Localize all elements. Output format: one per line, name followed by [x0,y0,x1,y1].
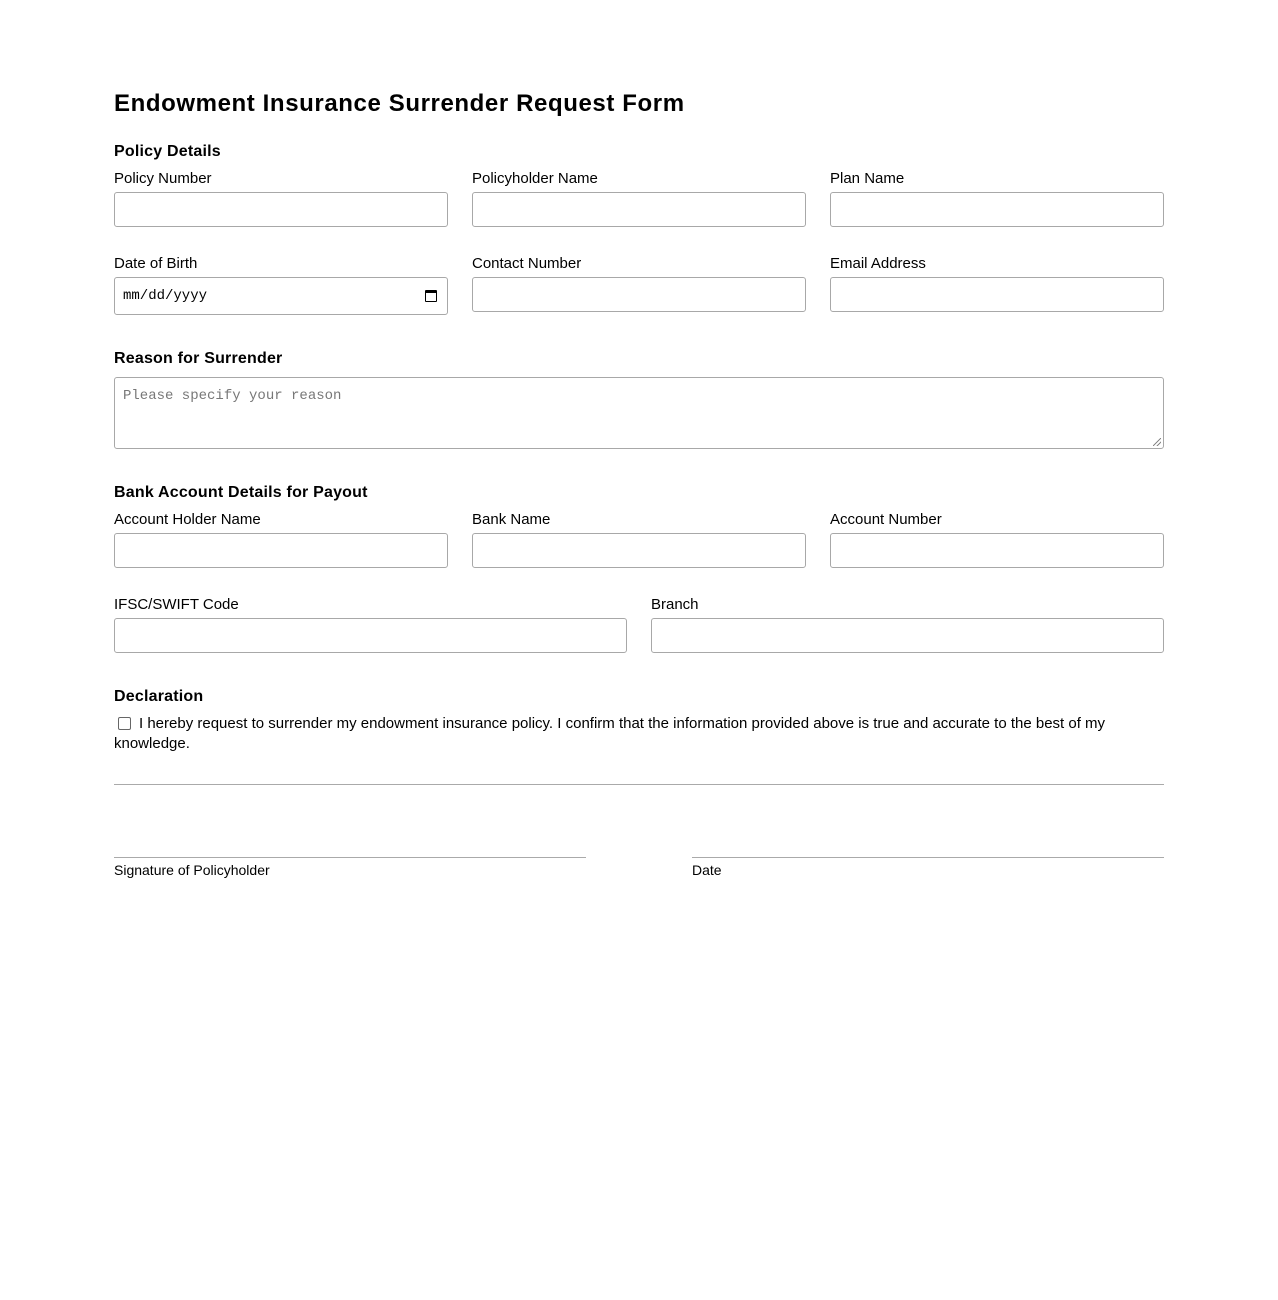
ifsc-swift-input[interactable] [114,618,627,653]
page-title: Endowment Insurance Surrender Request Form [114,90,685,117]
date-of-birth-input[interactable] [114,277,448,315]
account-number-input[interactable] [830,533,1164,568]
date-label: Date [692,862,722,878]
declaration-row [114,714,1164,754]
reason-placeholder: Please specify your reason [123,388,342,404]
section-title-declaration: Declaration [114,688,204,705]
plan-name-input[interactable] [830,192,1164,227]
label-date-of-birth: Date of Birth [114,255,198,272]
policyholder-name-input[interactable] [472,192,806,227]
date-placeholder: mm/dd/yyyy [123,288,208,304]
contact-number-input[interactable] [472,277,806,312]
label-plan-name: Plan Name [830,170,905,187]
declaration-text: I hereby request to surrender my endowment insurance policy. I confirm that the information provided above is true and accurate to the best of my knowledge. [114,715,1106,752]
resize-handle-icon[interactable] [1153,438,1161,446]
branch-input[interactable] [651,618,1164,653]
signature-line [114,857,586,858]
email-address-input[interactable] [830,277,1164,312]
section-title-bank-details: Bank Account Details for Payout [114,484,368,501]
label-bank-name: Bank Name [472,511,551,528]
label-account-number: Account Number [830,511,942,528]
declaration-checkbox[interactable] [118,717,131,730]
label-policyholder-name: Policyholder Name [472,170,598,187]
policy-number-input[interactable] [114,192,448,227]
section-title-reason: Reason for Surrender [114,350,283,367]
label-email-address: Email Address [830,255,926,272]
label-ifsc-swift: IFSC/SWIFT Code [114,596,239,613]
section-title-policy-details: Policy Details [114,143,221,160]
account-holder-name-input[interactable] [114,533,448,568]
label-branch: Branch [651,596,699,613]
label-account-holder-name: Account Holder Name [114,511,261,528]
calendar-icon[interactable] [425,290,437,302]
label-contact-number: Contact Number [472,255,582,272]
label-policy-number: Policy Number [114,170,212,187]
divider [114,784,1164,785]
bank-name-input[interactable] [472,533,806,568]
signature-label: Signature of Policyholder [114,862,270,878]
date-line [692,857,1164,858]
reason-textarea[interactable] [114,377,1164,449]
